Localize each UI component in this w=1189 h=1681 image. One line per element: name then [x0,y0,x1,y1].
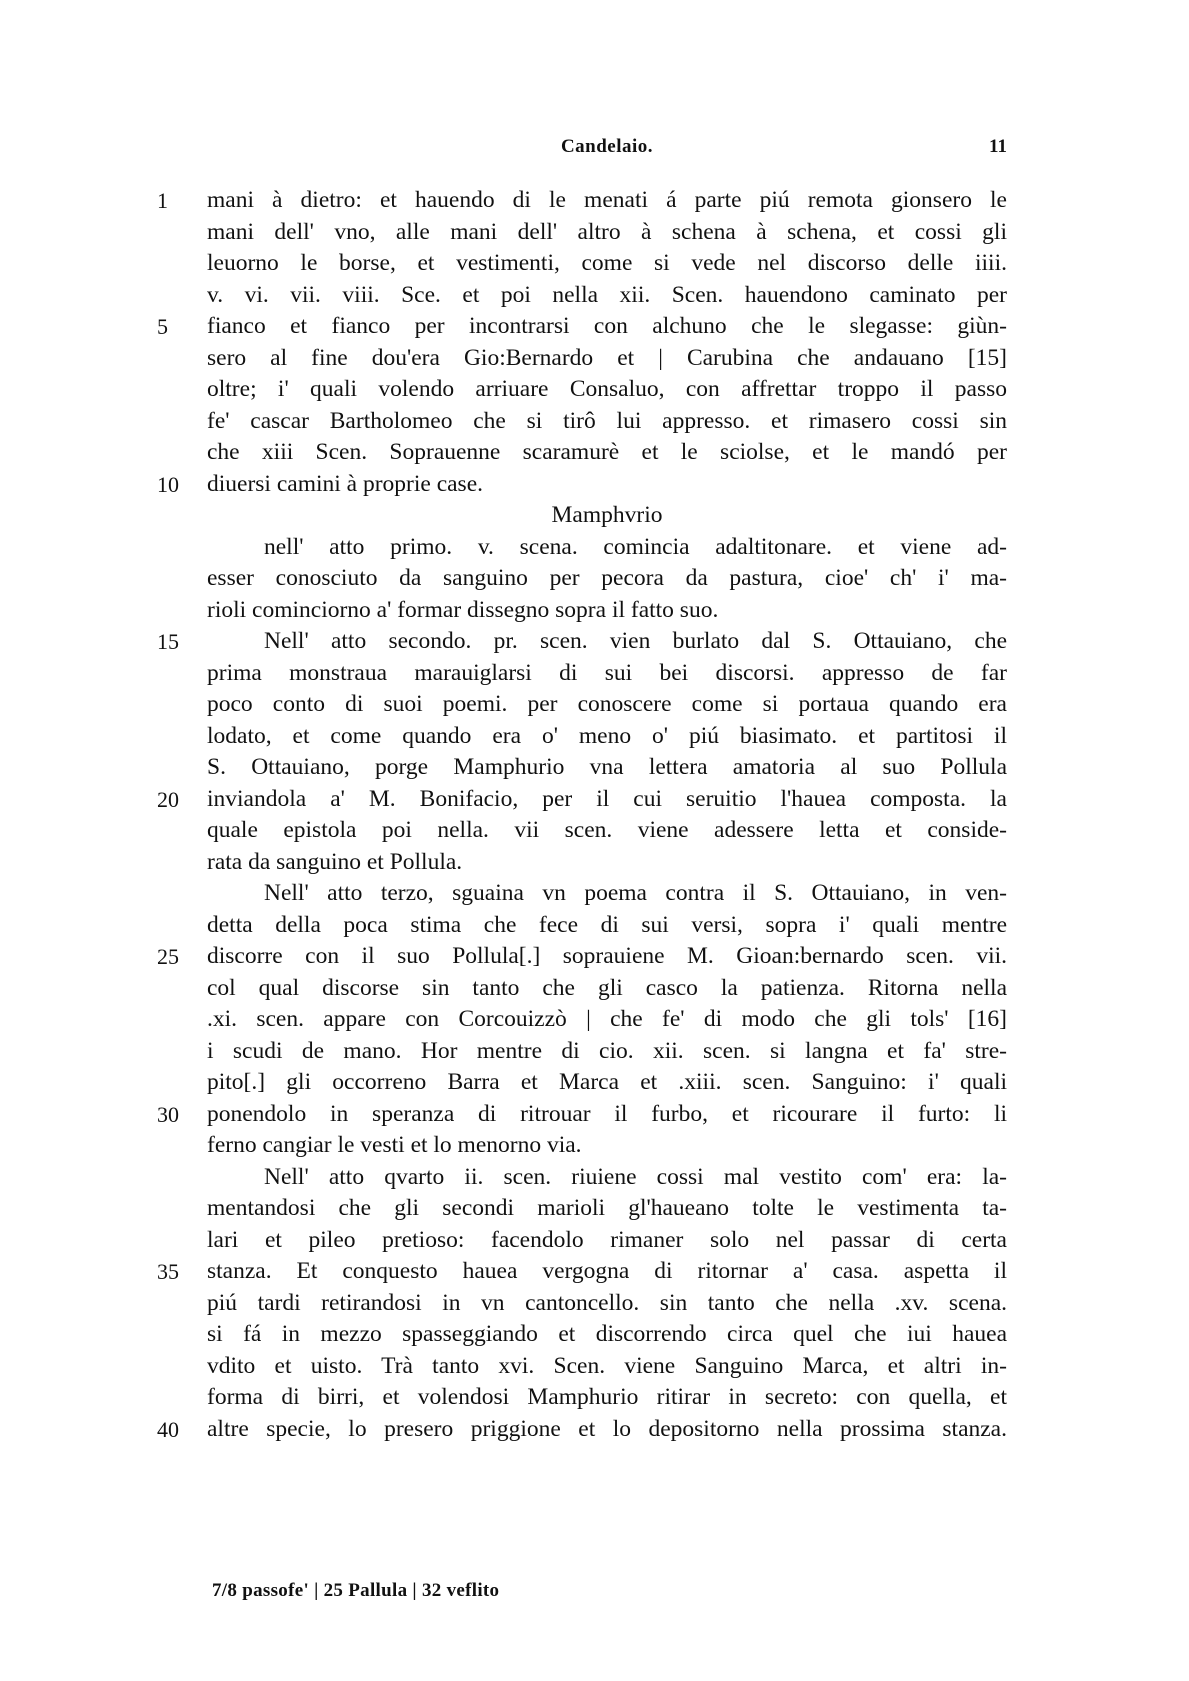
text-line [207,1225,1007,1257]
line-text: rioli cominciorno a' formar dissegno sopra il fatto suo. [207,596,719,623]
line-text: mentandosi che gli secondi marioli gl'haueano tolte le vestimenta ta- [207,1195,1007,1221]
text-body [157,185,1007,1445]
text-line [207,280,1007,312]
line-text: col qual discorse sin tanto che gli casco la patienza. Ritorna nella [207,974,1007,1001]
line-number: 30 [157,1101,179,1127]
text-line [207,721,1007,753]
text-line [207,1351,1007,1383]
critical-apparatus-footnote: 7/8 passofe' | 25 Pallula | 32 veflito [212,1580,500,1601]
text-line [207,1162,1007,1194]
text-line [207,1319,1007,1351]
text-line [207,847,1007,879]
line-text: .xi. scen. appare con Corcouizzò | che fe' di modo che gli tols' [16] [207,1006,1007,1032]
running-head [207,136,1007,166]
line-text: Nell' atto qvarto ii. scen. riuiene cossi mal vestito com' era: la- [264,1163,1007,1190]
text-line [207,1130,1007,1162]
text-line [207,1036,1007,1068]
text-line [207,910,1007,942]
text-line [157,311,1007,343]
text-line [207,878,1007,910]
line-text: esser conosciuto da sanguino per pecora da pastura, cioe' ch' i' ma- [207,565,1007,591]
text-line [157,784,1007,816]
line-text: forma di birri, et volendosi Mamphurio ritirar in secreto: con quella, et [207,1384,1007,1410]
line-text: detta della poca stima che fece di sui versi, sopra i' quali mentre [207,911,1007,938]
text-line [157,469,1007,501]
line-number: 1 [157,188,168,213]
line-text: mani dell' vno, alle mani dell' altro à schena à schena, et cossi gli [207,218,1007,245]
line-text: vdito et uisto. Trà tanto xvi. Scen. viene Sanguino Marca, et altri in- [207,1352,1007,1379]
line-number: 15 [157,629,179,654]
section-heading [207,500,1007,532]
text-line [207,815,1007,847]
line-text: lodato, et come quando era o' meno o' piú biasimato. et partitosi il [207,722,1007,749]
line-text: stanza. Et conquesto hauea vergogna di ritornar a' casa. aspetta il [207,1258,1007,1284]
line-text: v. vi. vii. viii. Sce. et poi nella xii. Scen. hauendono caminato per [207,281,1007,308]
text-line [207,374,1007,406]
line-text: ferno cangiar le vesti et lo menorno via. [207,1132,582,1158]
text-line [207,343,1007,375]
line-number: 20 [157,786,179,812]
text-line [157,1099,1007,1131]
line-text: si fá in mezzo spasseggiando et discorrendo circa quel che iui hauea [207,1321,1007,1347]
line-text: leuorno le borse, et vestimenti, come si vede nel discorso delle iiii. [207,250,1007,276]
text-line [157,626,1007,658]
text-line [157,185,1007,217]
line-text: discorre con il suo Pollula[.] soprauiene M. Gioan:bernardo scen. vii. [207,943,1007,969]
text-line [207,595,1007,627]
text-line [207,248,1007,280]
text-line [207,532,1007,564]
line-number: 25 [157,944,179,969]
line-text: ponendolo in speranza di ritrouar il furbo, et ricourare il furto: li [207,1100,1007,1127]
line-text: piú tardi retirandosi in vn cantoncello. sin tanto che nella .xv. scena. [207,1289,1007,1316]
text-line [207,1382,1007,1414]
text-line [207,752,1007,784]
text-line [207,689,1007,721]
text-line [207,406,1007,438]
line-text: altre specie, lo presero priggione et lo depositorno nella prossima stanza. [207,1415,1007,1442]
text-line [207,217,1007,249]
line-text: diuersi camini à proprie case. [207,470,484,497]
text-line [207,1193,1007,1225]
line-text: pito[.] gli occorreno Barra et Marca et .xiii. scen. Sanguino: i' quali [207,1069,1007,1095]
line-text: quale epistola poi nella. vii scen. viene adessere letta et conside- [207,817,1007,843]
line-text: mani à dietro: et hauendo di le menati á parte piú remota gionsero le [207,187,1007,213]
text-line [157,941,1007,973]
text-line [207,1067,1007,1099]
line-text: oltre; i' quali volendo arriuare Consaluo, con affrettar troppo il passo [207,376,1007,402]
line-text: prima monstraua marauiglarsi di sui bei discorsi. appresso de far [207,659,1007,686]
text-line [207,658,1007,690]
text-line [207,437,1007,469]
text-line [207,1288,1007,1320]
text-line [157,1414,1007,1446]
line-number: 10 [157,471,179,497]
line-text: rata da sanguino et Pollula. [207,848,463,875]
line-text: lari et pileo pretioso: facendolo rimaner solo nel passar di certa [207,1226,1007,1253]
page-number: 11 [989,136,1007,157]
line-number: 35 [157,1259,179,1284]
line-text: sero al fine dou'era Gio:Bernardo et | Carubina che andauano [15] [207,344,1007,371]
line-text: poco conto di suoi poemi. per conoscere come si portaua quando era [207,691,1007,717]
line-text: i scudi de mano. Hor mentre di cio. xii. scen. si langna et fa' stre- [207,1037,1007,1064]
line-text: Mamphvrio [551,502,663,528]
text-line [207,973,1007,1005]
line-text: nell' atto primo. v. scena. comincia adaltitonare. et viene ad- [264,533,1007,560]
line-text: fe' cascar Bartholomeo che si tirô lui appresso. et rimasero cossi sin [207,407,1007,434]
text-line [207,563,1007,595]
text-line [157,1256,1007,1288]
line-number: 5 [157,314,168,339]
line-number: 40 [157,1416,179,1442]
line-text: fianco et fianco per incontrarsi con alchuno che le slegasse: giùn- [207,313,1007,339]
line-text: inviandola a' M. Bonifacio, per il cui seruitio l'hauea composta. la [207,785,1007,812]
text-line [207,1004,1007,1036]
line-text: Nell' atto secondo. pr. scen. vien burlato dal S. Ottauiano, che [264,628,1007,654]
line-text: Nell' atto terzo, sguaina vn poema contra il S. Ottauiano, in ven- [264,880,1007,906]
page-title: Candelaio. [560,136,654,157]
line-text: S. Ottauiano, porge Mamphurio vna lettera amatoria al suo Pollula [207,754,1007,780]
line-text: che xiii Scen. Soprauenne scaramurè et le sciolse, et le mandó per [207,439,1007,465]
